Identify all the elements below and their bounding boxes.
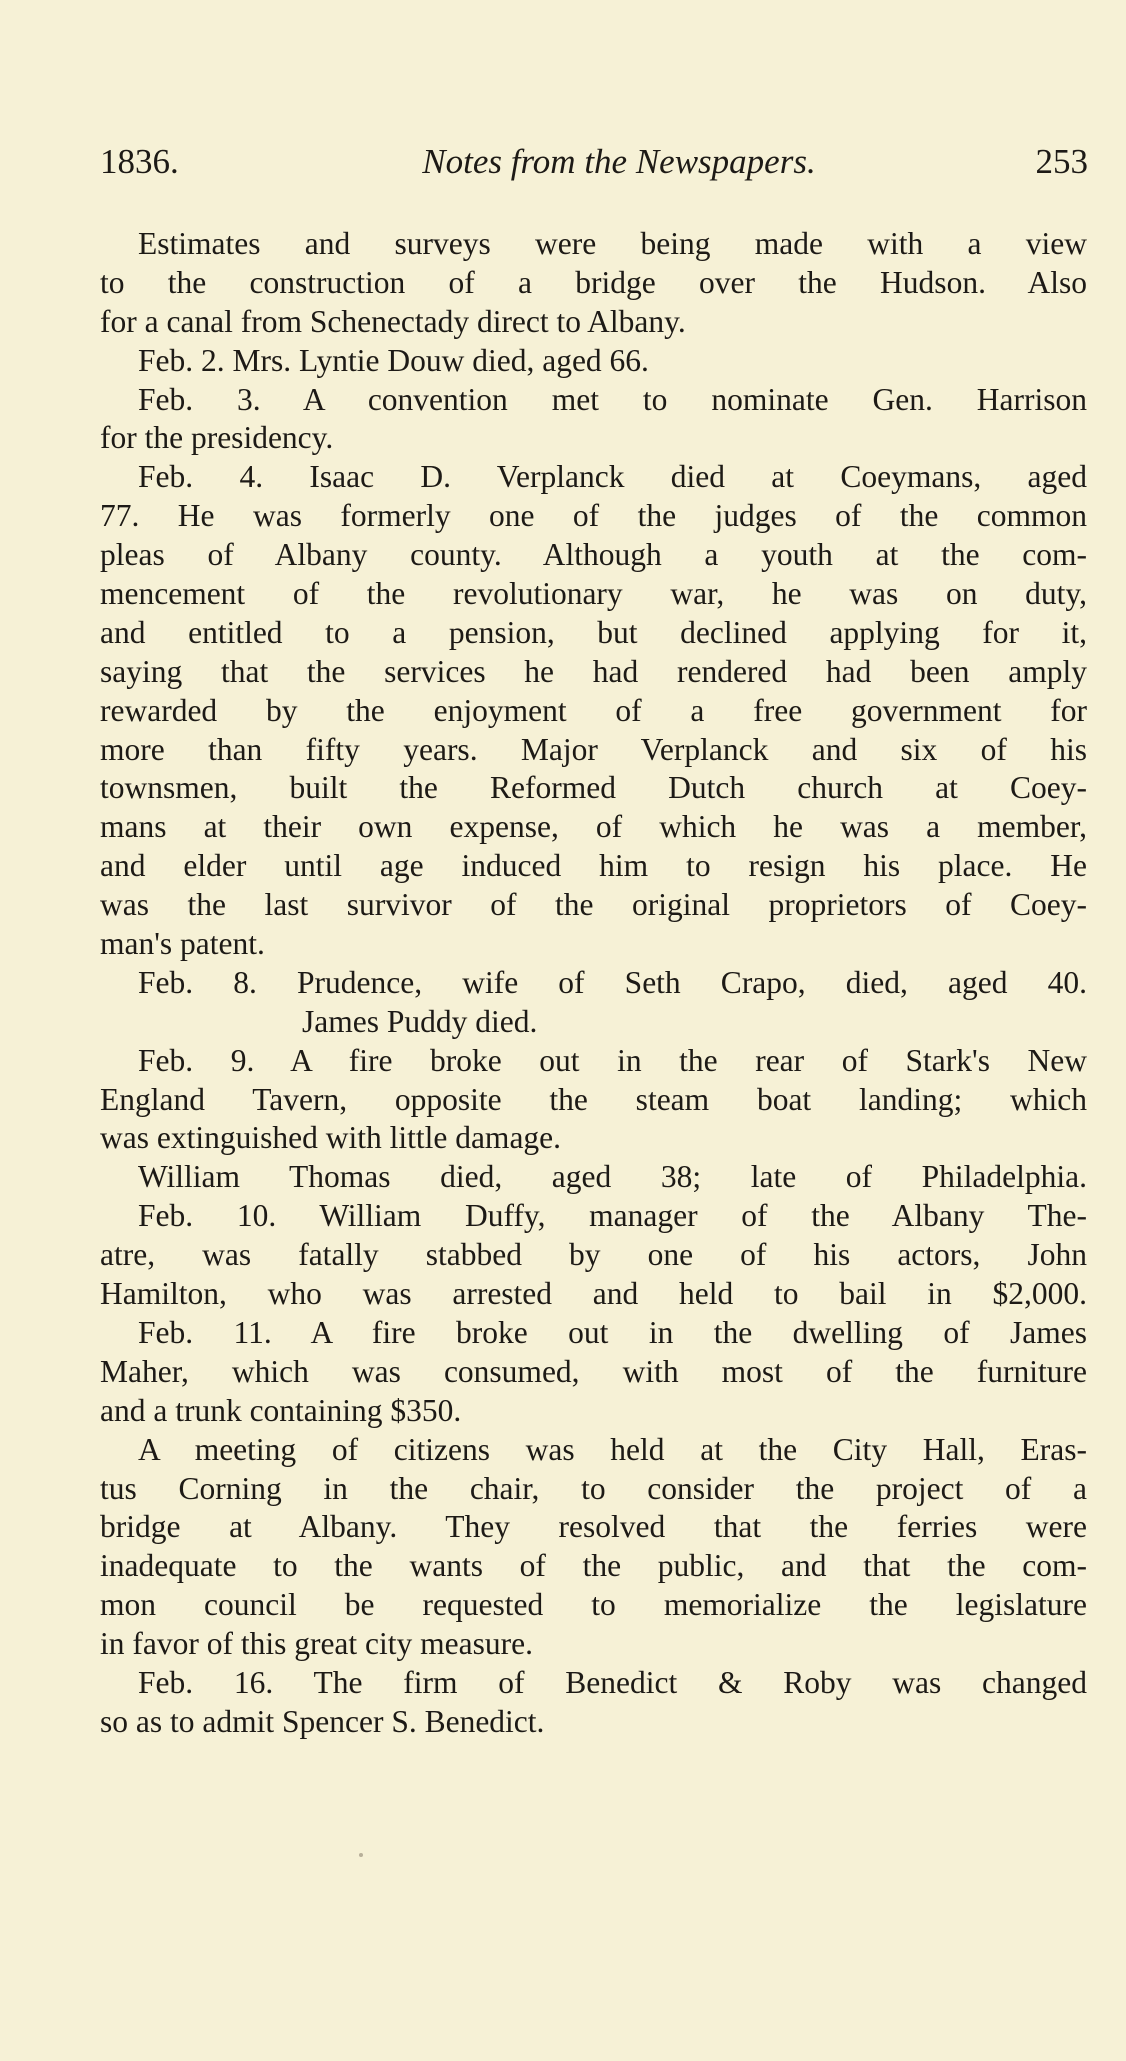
text-line: Feb. 10. William Duffy, manager of the Albany The- [138,1198,1087,1234]
running-header [100,142,1088,192]
text-line: and elder until age induced him to resign his place. He [100,848,1087,884]
header-year: 1836. [100,142,179,181]
text-line: mon council be requested to memorialize the legislature [100,1587,1087,1623]
text-line: inadequate to the wants of the public, and that the com- [100,1548,1087,1584]
text-line: Feb. 8. Prudence, wife of Seth Crapo, died, aged 40. [138,964,1087,1000]
text-line: Feb. 16. The firm of Benedict & Roby was changed [138,1664,1087,1700]
text-line: rewarded by the enjoyment of a free government for [100,692,1087,728]
text-line: saying that the services he had rendered had been amply [100,653,1087,689]
page-number: 253 [1035,142,1088,181]
text-line: James Puddy died. [302,1003,538,1039]
text-line: so as to admit Spencer S. Benedict. [100,1703,545,1739]
text-line: townsmen, built the Reformed Dutch church at Coey- [100,770,1087,806]
text-line: and entitled to a pension, but declined applying for it, [100,614,1087,650]
text-line: mans at their own expense, of which he was a member, [100,809,1087,845]
text-line: Hamilton, who was arrested and held to bail in $2,000. [100,1276,1087,1312]
text-line: William Thomas died, aged 38; late of Philadelphia. [138,1159,1087,1195]
text-line: pleas of Albany county. Although a youth at the com- [100,537,1087,573]
text-line: more than fifty years. Major Verplanck and six of his [100,731,1087,767]
text-line: to the construction of a bridge over the Hudson. Also [100,264,1087,300]
text-line: Feb. 9. A fire broke out in the rear of Stark's New [138,1042,1087,1078]
text-line: bridge at Albany. They resolved that the ferries were [100,1509,1087,1545]
text-line: 77. He was formerly one of the judges of the common [100,498,1087,534]
text-line: Feb. 2. Mrs. Lyntie Douw died, aged 66. [138,342,649,378]
text-line: man's patent. [100,926,265,962]
text-line: A meeting of citizens was held at the City Hall, Eras- [138,1431,1087,1467]
text-line: in favor of this great city measure. [100,1626,533,1662]
text-line: mencement of the revolutionary war, he was on duty, [100,576,1087,612]
text-line: was extinguished with little damage. [100,1120,562,1156]
text-line: Feb. 11. A fire broke out in the dwelling of James [138,1314,1087,1350]
ink-speck [359,1853,363,1857]
text-line: Maher, which was consumed, with most of the furniture [100,1353,1087,1389]
running-title: Notes from the Newspapers. [422,142,816,181]
text-line: Estimates and surveys were being made with a view [138,226,1087,261]
text-line: and a trunk containing $350. [100,1392,462,1428]
text-line: for the presidency. [100,420,334,456]
text-line: England Tavern, opposite the steam boat landing; which [100,1081,1087,1117]
text-line: for a canal from Schenectady direct to Albany. [100,303,686,339]
text-line: atre, was fatally stabbed by one of his actors, John [100,1237,1087,1273]
text-line: Feb. 4. Isaac D. Verplanck died at Coeymans, aged [138,459,1087,495]
text-line: Feb. 3. A convention met to nominate Gen. Harrison [138,381,1087,417]
text-line: tus Corning in the chair, to consider the project of a [100,1470,1087,1506]
text-line: was the last survivor of the original proprietors of Coey- [100,887,1087,923]
page-body [100,225,1087,1742]
